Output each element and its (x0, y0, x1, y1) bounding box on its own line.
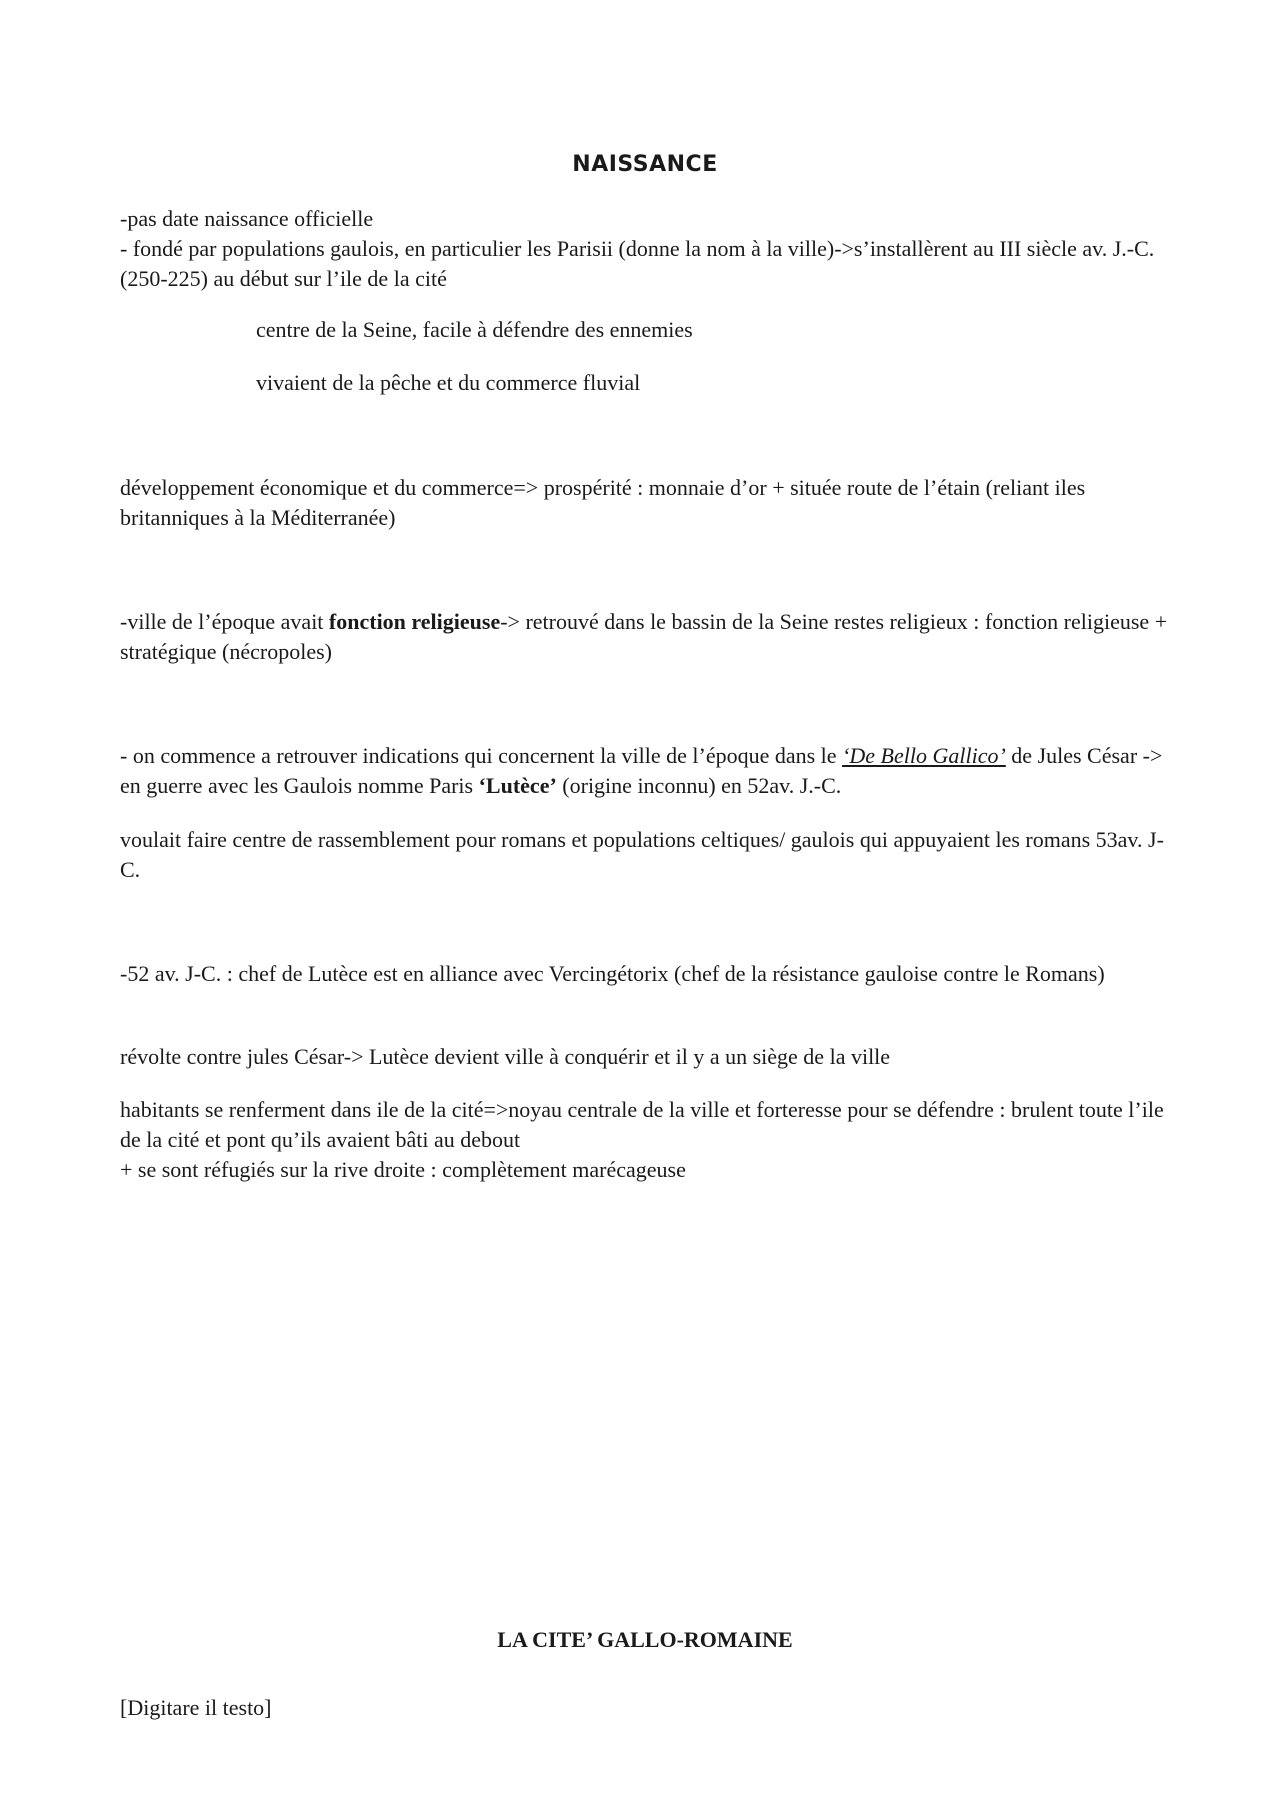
section-title-naissance: NAISSANCE (572, 152, 718, 177)
habitants-line-1: habitants se renferment dans ile de la cité=>noyau centrale de la ville et forteresse pour se défendre : brulent toute l’ile de la cité et pont qu’ils avaient bâti au debout (120, 1097, 1164, 1152)
indented-line-2: vivaient de la pêche et du commerce fluvial (256, 370, 641, 395)
paragraph-economy: développement économique et du commerce=> prospérité : monnaie d’or + située route de l’étain (reliant iles britanniques à la Méditerranée) (120, 475, 1086, 530)
paragraph-religion (120, 607, 1170, 667)
placeholder-text: [Digitare il testo] (120, 1695, 272, 1720)
paragraph-vercingetorix: -52 av. J-C. : chef de Lutèce est en alliance avec Vercingétorix (chef de la résistance gauloise contre le Romans) (120, 961, 1105, 986)
paragraph-intro (120, 204, 1170, 294)
gallico-text-pre: - on commence a retrouver indications qui concernent la ville de l’époque dans le (120, 743, 843, 768)
paragraph-revolte: révolte contre jules César-> Lutèce devient ville à conquérir et il y a un siège de la ville (120, 1044, 891, 1069)
section-title-cite-gallo-romaine: LA CITE’ GALLO-ROMAINE (497, 1627, 793, 1652)
paragraph-rassemblement: voulait faire centre de rassemblement pour romans et populations celtiques/ gaulois qui appuyaient les romans 53av. J-C. (120, 827, 1164, 882)
lutece-bold: ‘Lutèce’ (478, 773, 557, 798)
religion-text-pre: -ville de l’époque avait (120, 609, 329, 634)
paragraph-de-bello-gallico (120, 741, 1170, 801)
religion-bold: fonction religieuse (328, 609, 501, 634)
intro-line-2: - fondé par populations gaulois, en particulier les Parisii (donne la nom à la ville)->s’installèrent au III siècle av. J.-C. (250-225) au début sur l’ile de la cité (120, 236, 1155, 291)
gallico-text-mid: de Jules César -> en guerre avec les Gaulois nomme Paris (120, 743, 1163, 798)
book-title: ‘De Bello Gallico’ (842, 743, 1006, 768)
paragraph-habitants (120, 1095, 1170, 1185)
religion-text-post: -> retrouvé dans le bassin de la Seine restes religieux : fonction religieuse + stratégique (nécropoles) (120, 609, 1168, 664)
gallico-text-post: (origine inconnu) en 52av. J.-C. (556, 773, 842, 798)
intro-line-1: -pas date naissance officielle (120, 206, 374, 231)
indented-line-1: centre de la Seine, facile à défendre des ennemies (256, 317, 693, 342)
habitants-line-2: + se sont réfugiés sur la rive droite : complètement marécageuse (120, 1157, 686, 1182)
